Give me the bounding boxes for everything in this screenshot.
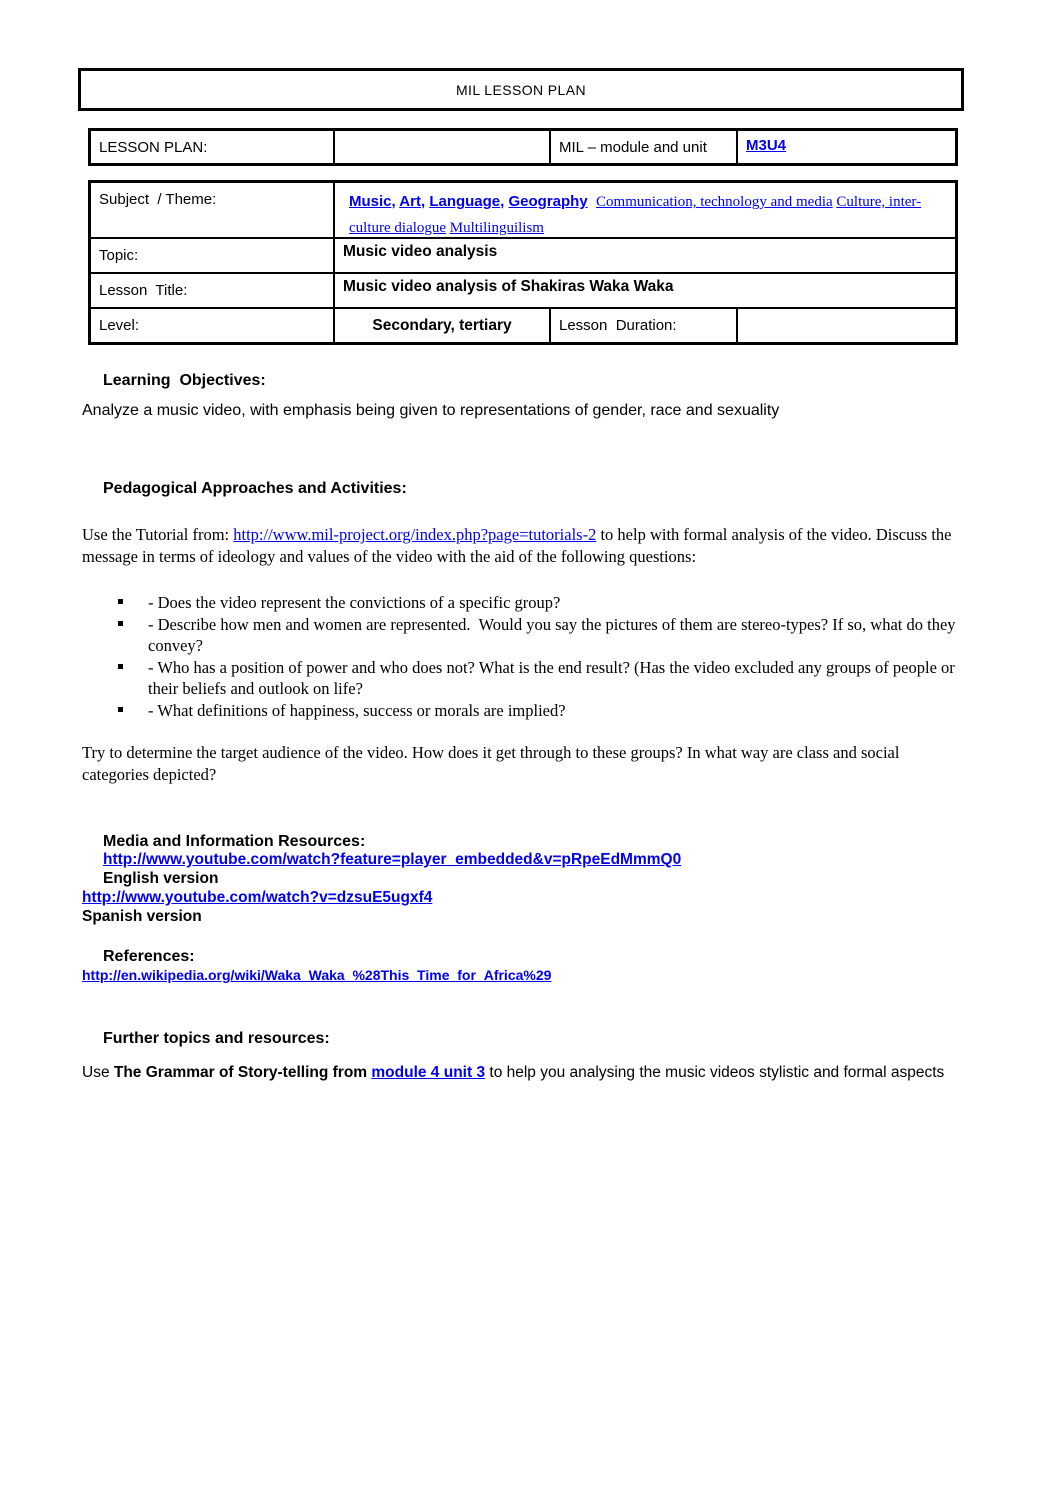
text-segment: , bbox=[420, 193, 430, 210]
pedagogy-intro-paragraph bbox=[82, 524, 968, 567]
topic-label: Topic: bbox=[99, 247, 139, 264]
inline-link[interactable]: Music bbox=[349, 193, 392, 210]
references-heading: References: bbox=[103, 948, 195, 965]
discussion-questions-list bbox=[82, 592, 970, 721]
inline-link[interactable]: module 4 unit 3 bbox=[371, 1064, 486, 1081]
inline-link[interactable]: Culture, inter-culture dialogue bbox=[349, 194, 922, 236]
list-item bbox=[118, 657, 970, 700]
lesson-title-value: Music video analysis of Shakiras Waka Waka bbox=[333, 274, 955, 307]
bullet-marker-icon bbox=[118, 707, 123, 712]
document-title: MIL LESSON PLAN bbox=[456, 81, 586, 98]
pedagogy-outro-paragraph: Try to determine the target audience of the video. How does it get through to these groups? In what way are class and social categories depicted? bbox=[82, 743, 904, 784]
table-row bbox=[91, 183, 955, 237]
bullet-marker-icon bbox=[118, 621, 123, 626]
module-unit-label: MIL – module and unit bbox=[549, 131, 736, 163]
text-segment: Use bbox=[82, 1064, 114, 1081]
text-segment: Further topics and resources bbox=[103, 1030, 325, 1047]
list-item-text: - Describe how men and women are represented. Would you say the pictures of them are stereo-types? If so, what do they convey? bbox=[148, 614, 960, 655]
text-segment: to help you analysing the music videos stylistic and formal aspects bbox=[485, 1064, 945, 1081]
table-row bbox=[91, 131, 955, 163]
module-unit-cell bbox=[736, 131, 955, 163]
lesson-plan-value-cell bbox=[333, 131, 549, 163]
lesson-plan-table bbox=[88, 128, 958, 166]
inline-link[interactable]: http://www.mil-project.org/index.php?page=tutorials-2 bbox=[233, 525, 597, 544]
english-version-label: English version bbox=[103, 870, 219, 887]
further-topics-body bbox=[82, 1063, 968, 1082]
subject-theme-cell bbox=[333, 183, 955, 237]
youtube-english-link[interactable]: http://www.youtube.com/watch?feature=player_embedded&v=pRpeEdMmmQ0 bbox=[103, 851, 682, 868]
media-resources-heading: Media and Information Resources: bbox=[103, 833, 366, 850]
level-value: Secondary, tertiary bbox=[333, 309, 549, 342]
bullet-marker-icon bbox=[118, 664, 123, 669]
document-title-box bbox=[78, 68, 964, 111]
text-segment: to help with formal analysis of the video. Discuss the message in terms of ideology and values of the video with the aid of the following questions: bbox=[82, 525, 956, 566]
inline-link[interactable]: Multilinguilism bbox=[449, 220, 544, 236]
inline-link[interactable]: Geography bbox=[508, 193, 588, 210]
inline-link[interactable]: Language bbox=[429, 193, 501, 210]
youtube-spanish-link[interactable]: http://www.youtube.com/watch?v=dzsuE5ugxf4 bbox=[82, 889, 433, 906]
lesson-duration-value bbox=[736, 309, 955, 342]
topic-value: Music video analysis bbox=[333, 239, 955, 272]
list-item-text: - What definitions of happiness, success or morals are implied? bbox=[148, 700, 566, 720]
inline-link[interactable]: Art bbox=[399, 193, 421, 210]
pedagogical-approaches-heading: Pedagogical Approaches and Activities: bbox=[103, 480, 407, 497]
learning-objectives-heading: Learning Objectives: bbox=[103, 372, 266, 389]
table-row bbox=[91, 237, 955, 272]
table-row bbox=[91, 307, 955, 342]
text-segment: The Grammar of Story-telling from bbox=[113, 1064, 372, 1081]
text-segment bbox=[588, 193, 596, 210]
list-item-text: - Does the video represent the convictions of a specific group? bbox=[148, 593, 561, 612]
lesson-details-table bbox=[88, 180, 958, 345]
text-segment: Use the Tutorial from: bbox=[82, 525, 234, 544]
spanish-version-label: Spanish version bbox=[82, 908, 202, 925]
learning-objectives-body: Analyze a music video, with emphasis being given to representations of gender, race and sexuality bbox=[82, 402, 780, 419]
lesson-duration-label: Lesson Duration: bbox=[549, 309, 736, 342]
list-item-text: - Who has a position of power and who does not? What is the end result? (Has the video excluded any groups of people or their beliefs and outlook on life? bbox=[148, 657, 959, 698]
further-topics-heading bbox=[103, 1030, 970, 1047]
list-item bbox=[118, 614, 970, 657]
subject-theme-label: Subject / Theme: bbox=[99, 191, 217, 208]
text-segment: , bbox=[500, 193, 509, 210]
bullet-marker-icon bbox=[118, 599, 123, 604]
lesson-plan-label: LESSON PLAN: bbox=[99, 138, 208, 156]
inline-link[interactable]: Communication, technology and media bbox=[596, 194, 833, 210]
list-item bbox=[118, 592, 970, 614]
lesson-title-label: Lesson Title: bbox=[99, 282, 188, 299]
module-unit-link[interactable]: M3U4 bbox=[746, 137, 787, 154]
level-label: Level: bbox=[99, 317, 140, 334]
wikipedia-reference-link[interactable]: http://en.wikipedia.org/wiki/Waka_Waka_%28This_Time_for_Africa%29 bbox=[82, 967, 552, 983]
text-segment: , bbox=[391, 193, 400, 210]
text-segment: : bbox=[324, 1030, 330, 1047]
list-item bbox=[118, 700, 970, 722]
subject-theme-links bbox=[343, 187, 947, 243]
table-row bbox=[91, 272, 955, 307]
